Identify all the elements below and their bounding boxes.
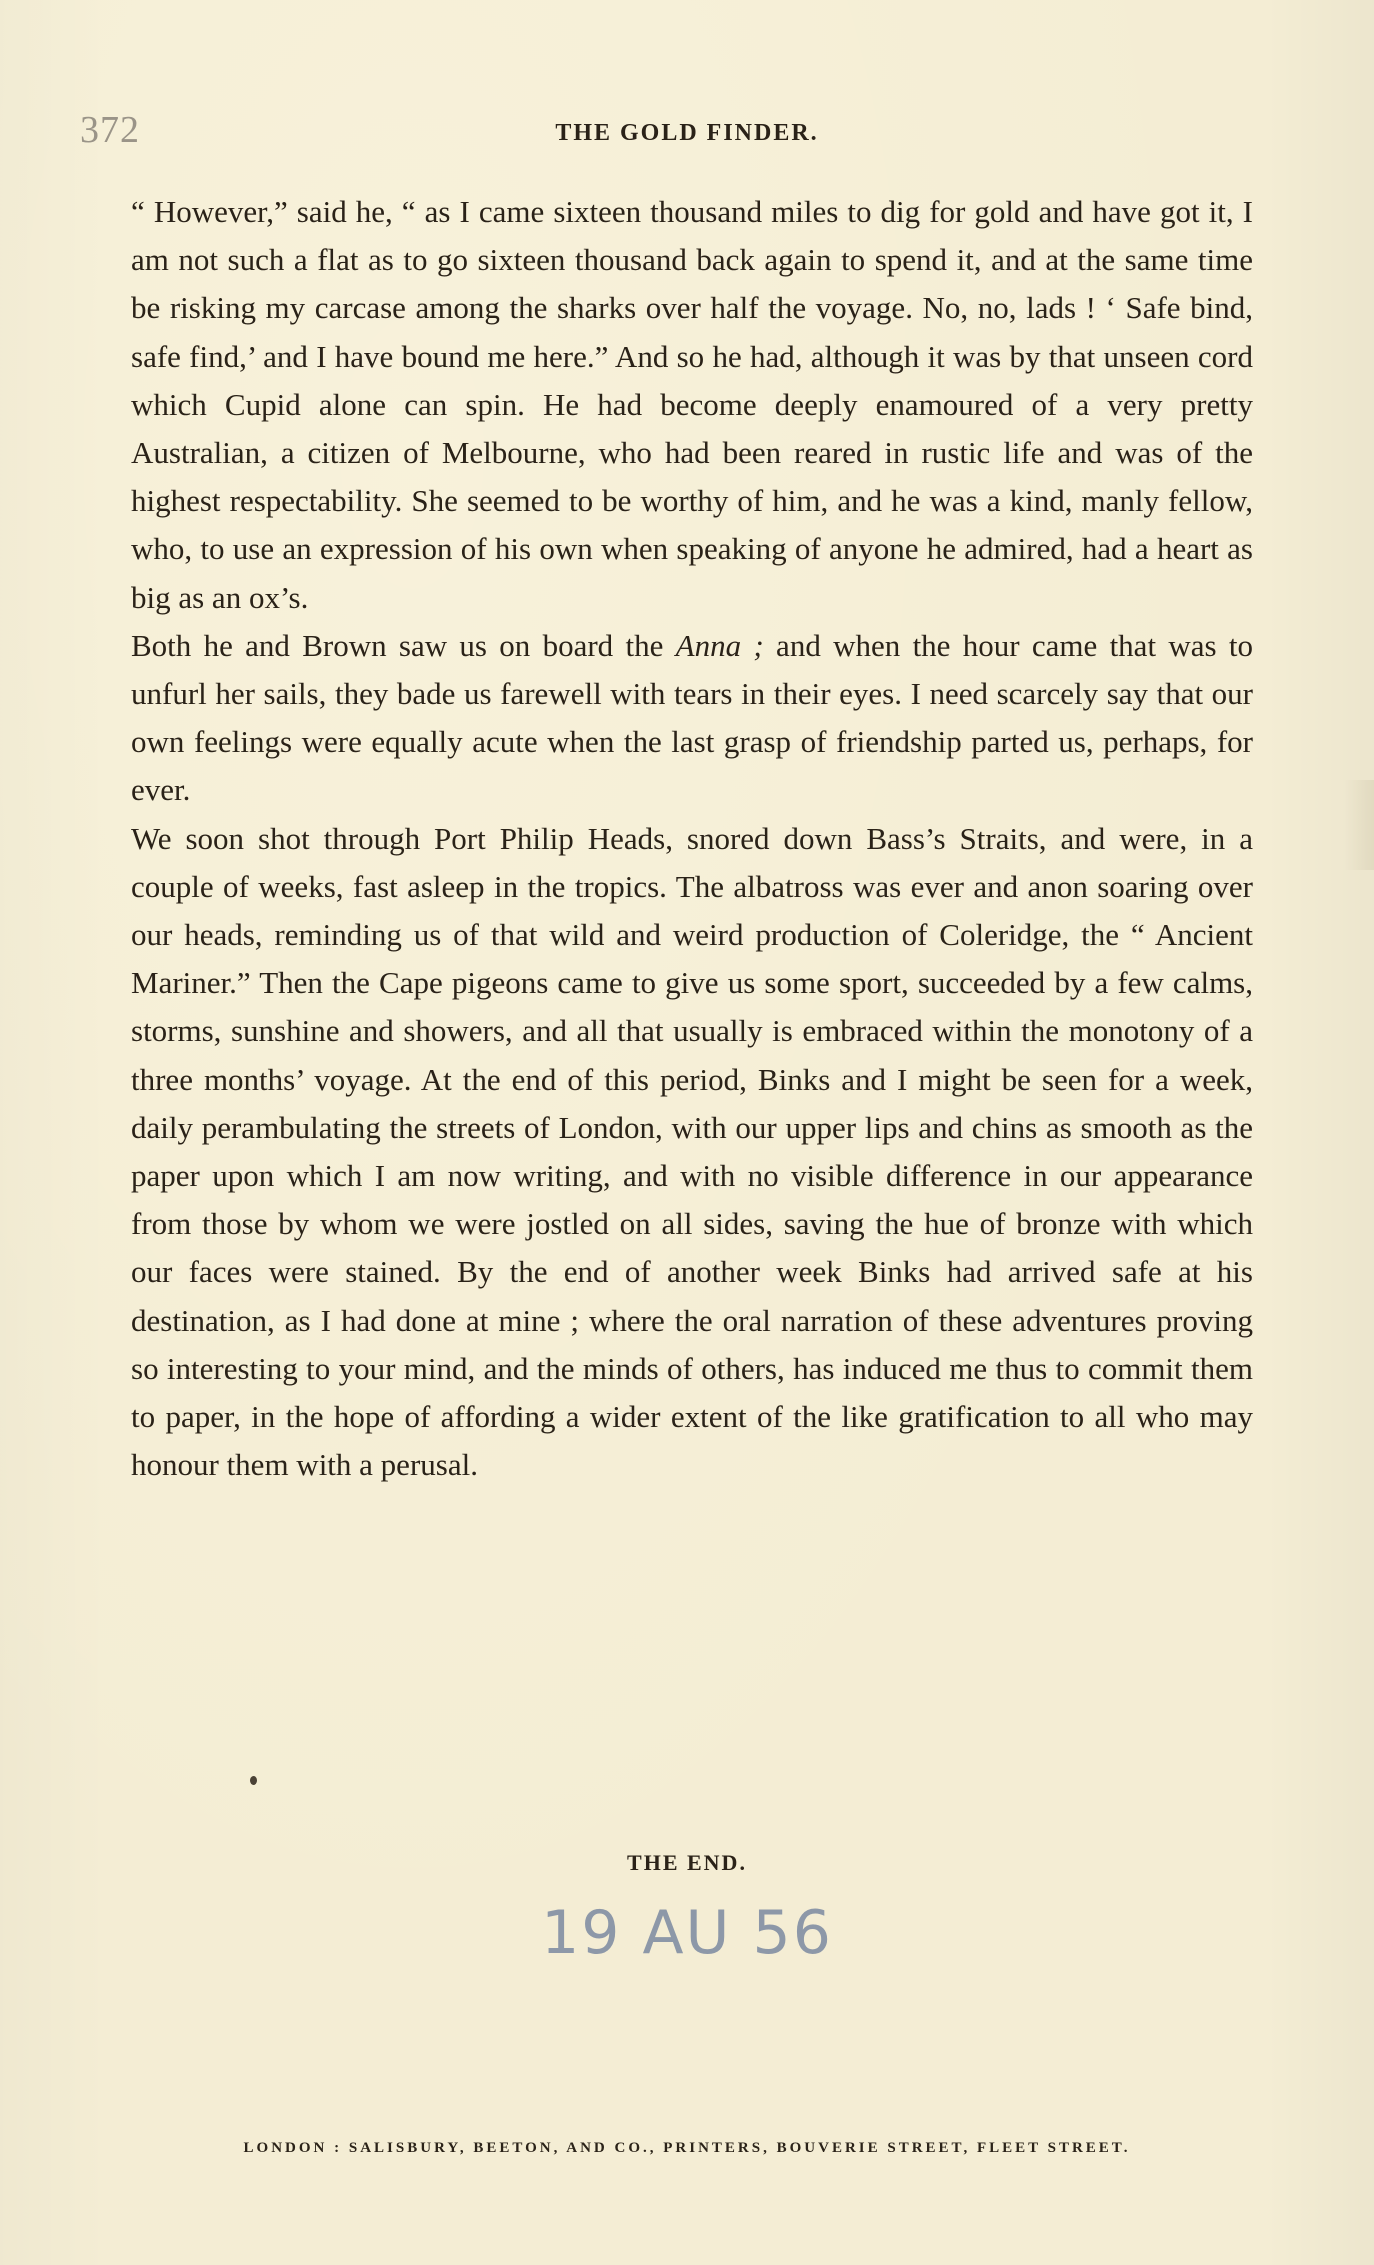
page-edge-shadow bbox=[1344, 780, 1374, 870]
paragraph-2-lead: Both he and Brown saw us on board the bbox=[131, 627, 676, 663]
printer-imprint: LONDON : SALISBURY, BEETON, AND CO., PRINTERS, BOUVERIE STREET, FLEET STREET. bbox=[243, 2140, 1131, 2156]
paragraph-2-rest: and when the hour came that was to unfurl her sails, they bade us farewell with tears in their eyes. I need scarcely say that our own feelings were equally acute when the last grasp of friendship parted us, perhaps, for ever. bbox=[131, 627, 1253, 808]
body-text bbox=[131, 188, 1253, 1489]
page-number: 372 bbox=[80, 109, 140, 151]
ink-dot bbox=[250, 1776, 257, 1785]
paragraph-2 bbox=[131, 622, 1253, 815]
paragraph-3: We soon shot through Port Philip Heads, snored down Bass’s Straits, and were, in a couple of weeks, fast asleep in the tropics. The albatross was ever and anon soaring over our heads, reminding us of that wild and weird production of Coleridge, the “ Ancient Mariner.” Then the Cape pigeons came to give us some sport, succeeded by a few calms, storms, sunshine and showers, and all that usually is embraced within the monotony of a three months’ voyage. At the end of this period, Binks and I might be seen for a week, daily perambulating the streets of London, with our upper lips and chins as smooth as the paper upon which I am now writing, and with no visible difference in our appearance from those by whom we were jostled on all sides, saving the hue of bronze with which our faces were stained. By the end of another week Binks had arrived safe at his destination, as I had done at mine ; where the oral narration of these adventures proving so interesting to your mind, and the minds of others, has induced me thus to commit them to paper, in the hope of affording a wider extent of the like gratification to all who may honour them with a perusal. bbox=[131, 820, 1253, 1483]
running-head: THE GOLD FINDER. bbox=[555, 120, 819, 146]
ship-name: Anna ; bbox=[675, 627, 764, 663]
the-end-heading: THE END. bbox=[627, 1850, 747, 1875]
library-date-stamp: 19 AU 56 bbox=[541, 1898, 833, 1968]
paragraph-1: “ However,” said he, “ as I came sixteen thousand miles to dig for gold and have got it, I am not such a flat as to go sixteen thousand back again to spend it, and at the same time be risking my carcase among the sharks over half the voyage. No, no, lads ! ‘ Safe bind, safe find,’ and I have bound me here.” And so he had, although it was by that unseen cord which Cupid alone can spin. He had become deeply enamoured of a very pretty Australian, a citizen of Melbourne, who had been reared in rustic life and was of the highest respectability. She seemed to be worthy of him, and he was a kind, manly fellow, who, to use an expression of his own when speaking of anyone he admired, had a heart as big as an ox’s. bbox=[131, 194, 1253, 615]
